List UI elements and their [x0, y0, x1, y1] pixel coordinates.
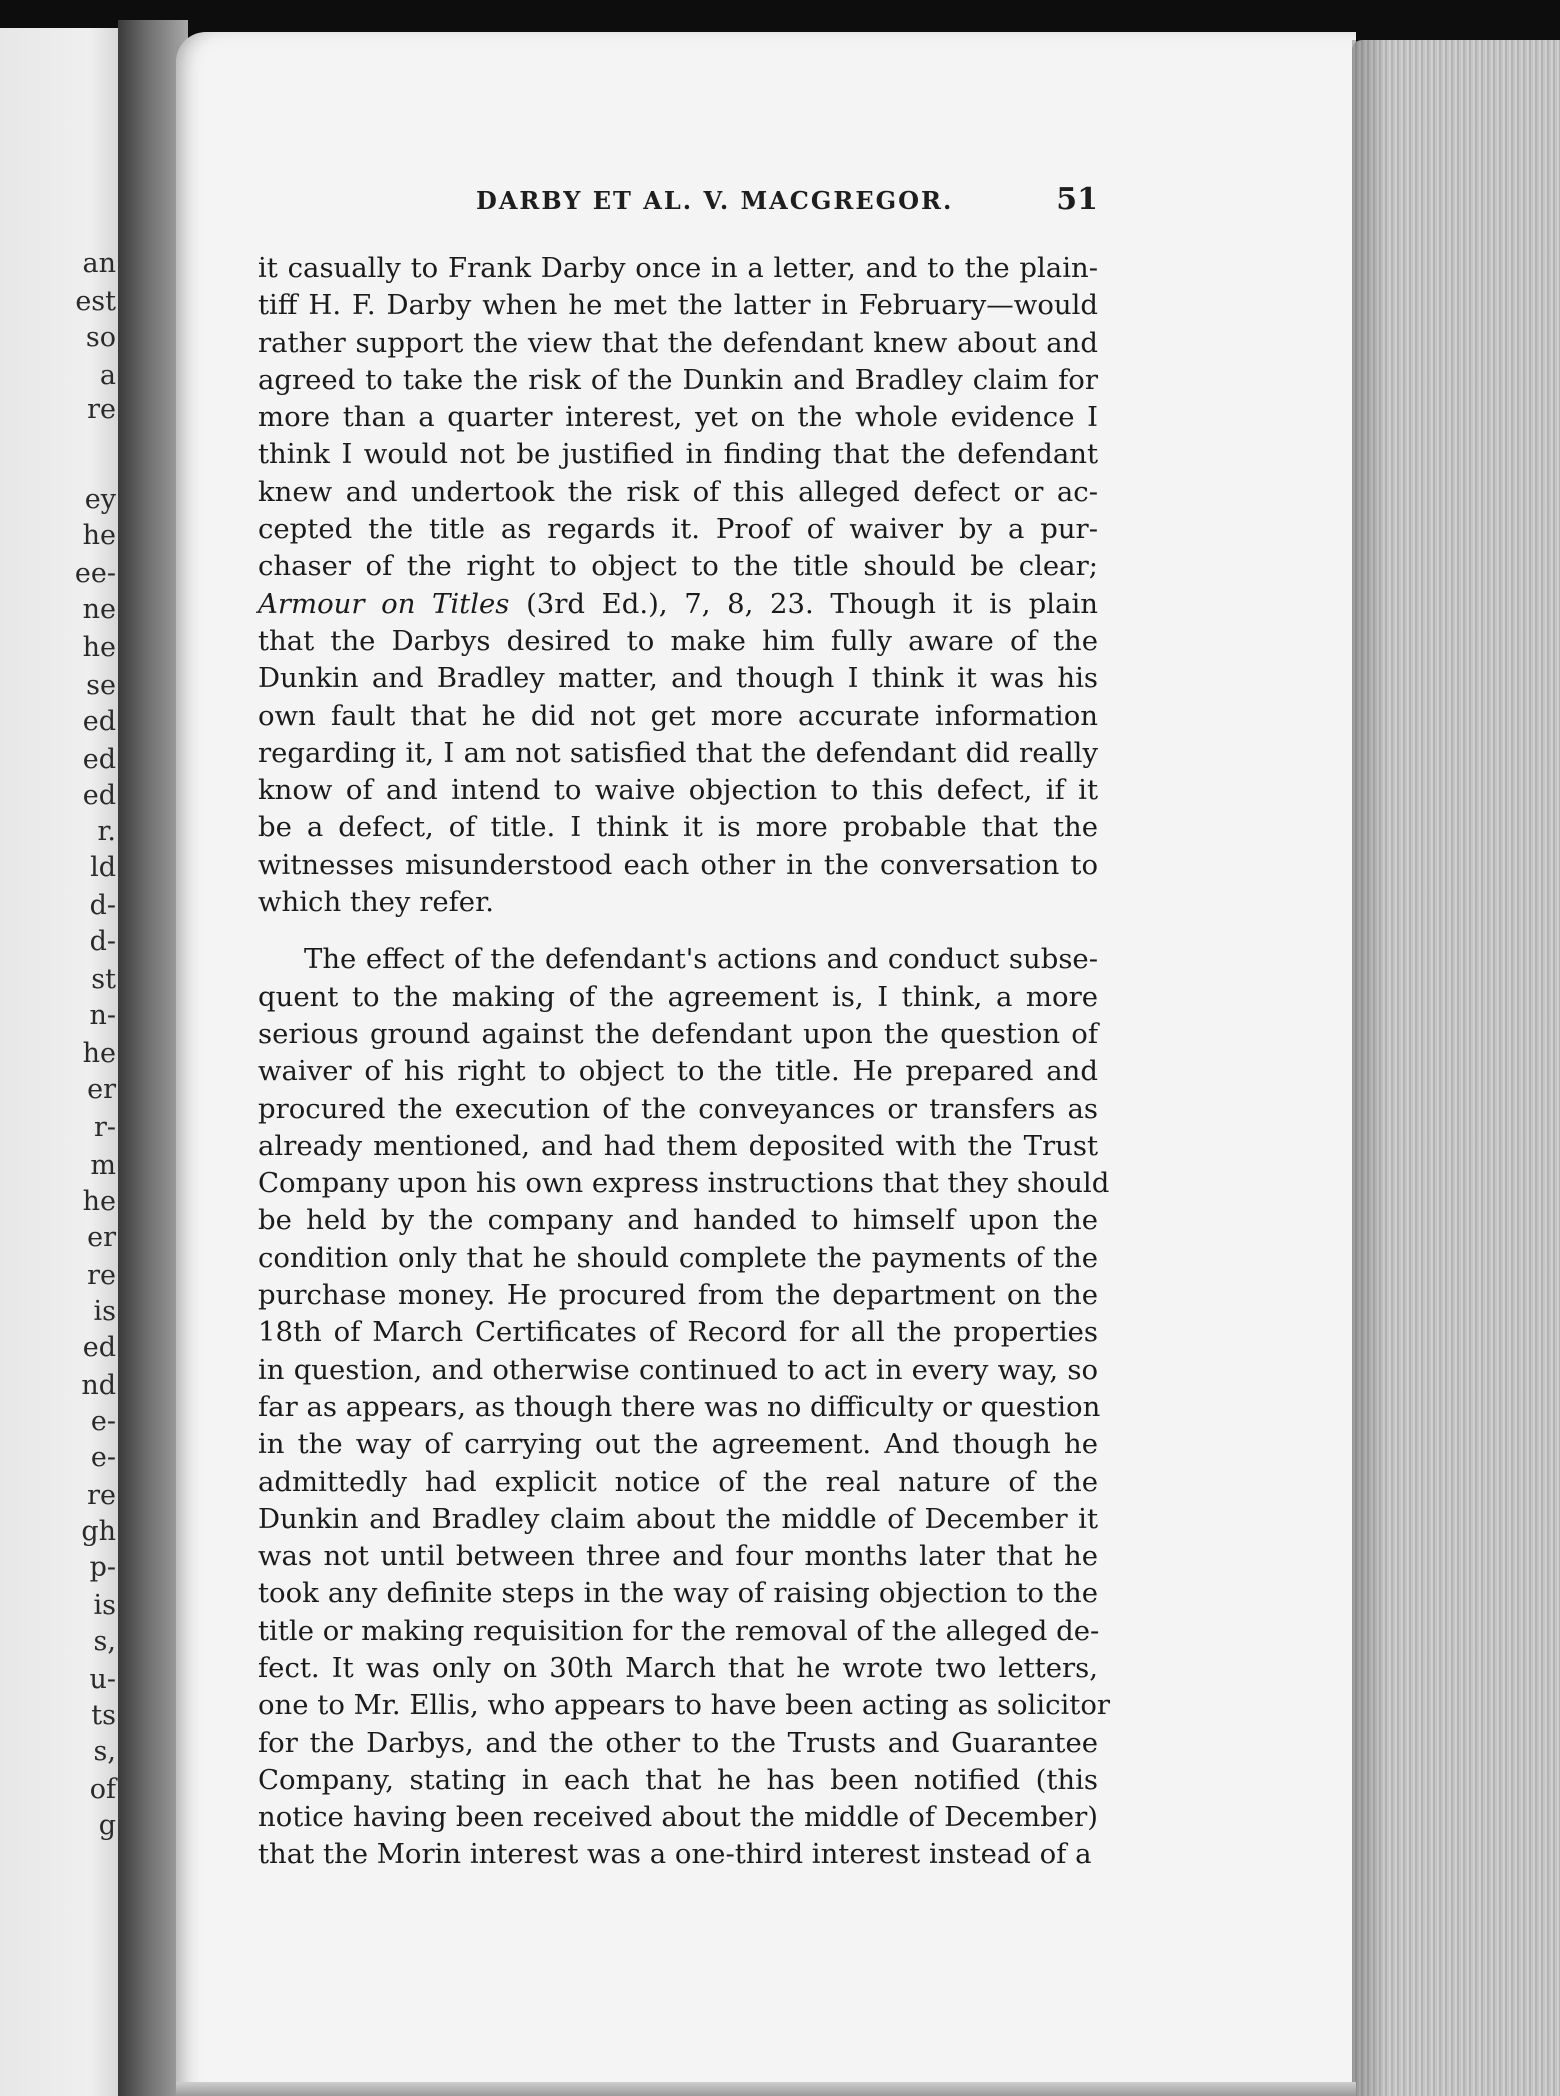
text-line: condition only that he should complete the payments of the	[258, 1241, 1098, 1274]
left-page-fragment: he	[82, 632, 116, 663]
left-page-fragment: g	[98, 1810, 116, 1841]
left-page-fragment: re	[87, 1480, 116, 1511]
text-line: witnesses misunderstood each other in the conversation to	[258, 848, 1098, 881]
text-line: knew and undertook the risk of this alleged defect or ac-	[258, 475, 1098, 508]
left-page-fragment: st	[91, 964, 116, 995]
left-page-fragment: a	[99, 360, 116, 391]
left-page-fragment: se	[86, 670, 116, 701]
left-page-fragment: s,	[93, 1736, 116, 1767]
text-line: purchase money. He procured from the department on the	[258, 1279, 1098, 1312]
left-page-fragment: re	[87, 394, 116, 425]
paragraph	[258, 250, 1098, 921]
left-page-fragment: of	[89, 1774, 116, 1805]
text-line: that the Darbys desired to make him fully aware of the	[258, 624, 1098, 657]
left-page-fragment: ed	[82, 780, 116, 811]
paragraph-gap	[258, 921, 1098, 941]
left-page-fragment: he	[82, 1186, 116, 1217]
text-line: tiff H. F. Darby when he met the latter in February—would	[258, 289, 1098, 322]
left-page-fragment: er	[87, 1222, 116, 1253]
text-line: far as appears, as though there was no difficulty or question	[258, 1390, 1101, 1423]
text-line: rather support the view that the defendant knew about and	[258, 326, 1098, 359]
text-line: already mentioned, and had them deposited with the Trust	[258, 1129, 1098, 1162]
text-line: in the way of carrying out the agreement. And though he	[258, 1428, 1098, 1461]
left-page-fragment: p-	[89, 1552, 116, 1583]
text-line: regarding it, I am not satisfied that the defendant did really	[258, 736, 1098, 769]
left-page-fragment: nd	[81, 1370, 116, 1401]
text-line: Dunkin and Bradley claim about the middle of December it	[258, 1502, 1098, 1535]
left-page-fragment: ld	[90, 852, 116, 883]
text-line: title or making requisition for the removal of the alleged de-	[258, 1614, 1100, 1647]
text-line: in question, and otherwise continued to act in every way, so	[258, 1353, 1098, 1386]
text-line: fect. It was only on 30th March that he wrote two letters,	[258, 1651, 1098, 1684]
left-page-fragment: is	[93, 1296, 116, 1327]
text-line: 18th of March Certificates of Record for all the properties	[258, 1316, 1098, 1349]
text-line: was not until between three and four months later that he	[258, 1540, 1098, 1573]
running-head	[258, 182, 1098, 226]
left-page-fragment: e-	[90, 1406, 116, 1437]
text-line: quent to the making of the agreement is, I think, a more	[258, 980, 1098, 1013]
left-page-fragment: re	[87, 1260, 116, 1291]
paragraph	[258, 941, 1111, 1873]
left-page-fragment: gh	[81, 1516, 116, 1547]
left-page-fragment: d-	[89, 890, 116, 921]
text-line: agreed to take the risk of the Dunkin and Bradley claim for	[258, 363, 1098, 396]
text-line: serious ground against the defendant upon the question of	[258, 1017, 1098, 1050]
left-page-fragment: so	[85, 322, 116, 353]
left-page-fragment: u-	[89, 1664, 116, 1695]
text-line: which they refer.	[258, 886, 494, 919]
left-page-fragment: e-	[90, 1442, 116, 1473]
left-page-fragment: s,	[93, 1626, 116, 1657]
text-line: think I would not be justified in finding that the defendant	[258, 438, 1098, 471]
page-number: 51	[1056, 182, 1098, 217]
text-line: waiver of his right to object to the title. He prepared and	[258, 1055, 1098, 1088]
left-page-fragment: r.	[97, 816, 116, 847]
left-page-fragment: is	[93, 1590, 116, 1621]
text-line: that the Morin interest was a one-third interest instead of a	[258, 1838, 1092, 1871]
citation-title: Armour on Titles	[258, 587, 510, 620]
page-edge-shadow	[1352, 40, 1388, 2096]
text-line: Armour on Titles (3rd Ed.), 7, 8, 23. Though it is plain	[258, 587, 1098, 620]
text-line: took any definite steps in the way of raising objection to the	[258, 1577, 1098, 1610]
left-page-fragment: an	[82, 248, 116, 279]
text-line: Company upon his own express instructions that they should	[258, 1167, 1110, 1200]
left-page-fragment: ts	[91, 1700, 116, 1731]
text-line: know of and intend to waive objection to this defect, if it	[258, 774, 1098, 807]
left-page-fragment: r-	[93, 1112, 116, 1143]
left-page-fragment: m	[90, 1150, 116, 1181]
left-page-fragment: ne	[82, 594, 116, 625]
left-page-fragment: d-	[89, 926, 116, 957]
left-page-fragment: ee-	[74, 558, 116, 589]
left-page-fragment: ed	[82, 744, 116, 775]
text-line: notice having been received about the middle of December)	[258, 1801, 1098, 1834]
page-bottom-edge	[176, 2082, 1356, 2096]
left-page-fragment: er	[87, 1074, 116, 1105]
text-line: procured the execution of the conveyances or transfers as	[258, 1092, 1098, 1125]
text-line: admittedly had explicit notice of the real nature of the	[258, 1465, 1098, 1498]
text-line: be a defect, of title. I think it is more probable that the	[258, 811, 1098, 844]
left-page-fragment: ed	[82, 706, 116, 737]
left-page-fragment: he	[82, 520, 116, 551]
text-line: for the Darbys, and the other to the Trusts and Guarantee	[258, 1726, 1098, 1759]
left-page-fragment: ed	[82, 1332, 116, 1363]
left-page-fragment: he	[82, 1038, 116, 1069]
left-page-fragment: n-	[89, 1000, 116, 1031]
text-line: Company, stating in each that he has been notified (this	[258, 1763, 1098, 1796]
text-line: chaser of the right to object to the title should be clear;	[258, 550, 1098, 583]
text-line: own fault that he did not get more accurate information	[258, 699, 1098, 732]
text-line: it casually to Frank Darby once in a letter, and to the plain-	[258, 252, 1098, 284]
text-line: The effect of the defendant's actions and conduct subse-	[304, 943, 1098, 976]
text-line: Dunkin and Bradley matter, and though I think it was his	[258, 662, 1098, 695]
running-head-title: DARBY ET AL. V. MACGREGOR.	[476, 186, 954, 215]
text-line: cepted the title as regards it. Proof of waiver by a pur-	[258, 513, 1098, 546]
text-line: be held by the company and handed to himself upon the	[258, 1204, 1098, 1237]
text-line: one to Mr. Ellis, who appears to have been acting as solicitor	[258, 1689, 1111, 1722]
text-line: more than a quarter interest, yet on the whole evidence I	[258, 401, 1098, 434]
left-page-fragment: ey	[84, 484, 116, 515]
left-page-fragment: est	[75, 286, 116, 317]
body-text	[258, 250, 1111, 1874]
